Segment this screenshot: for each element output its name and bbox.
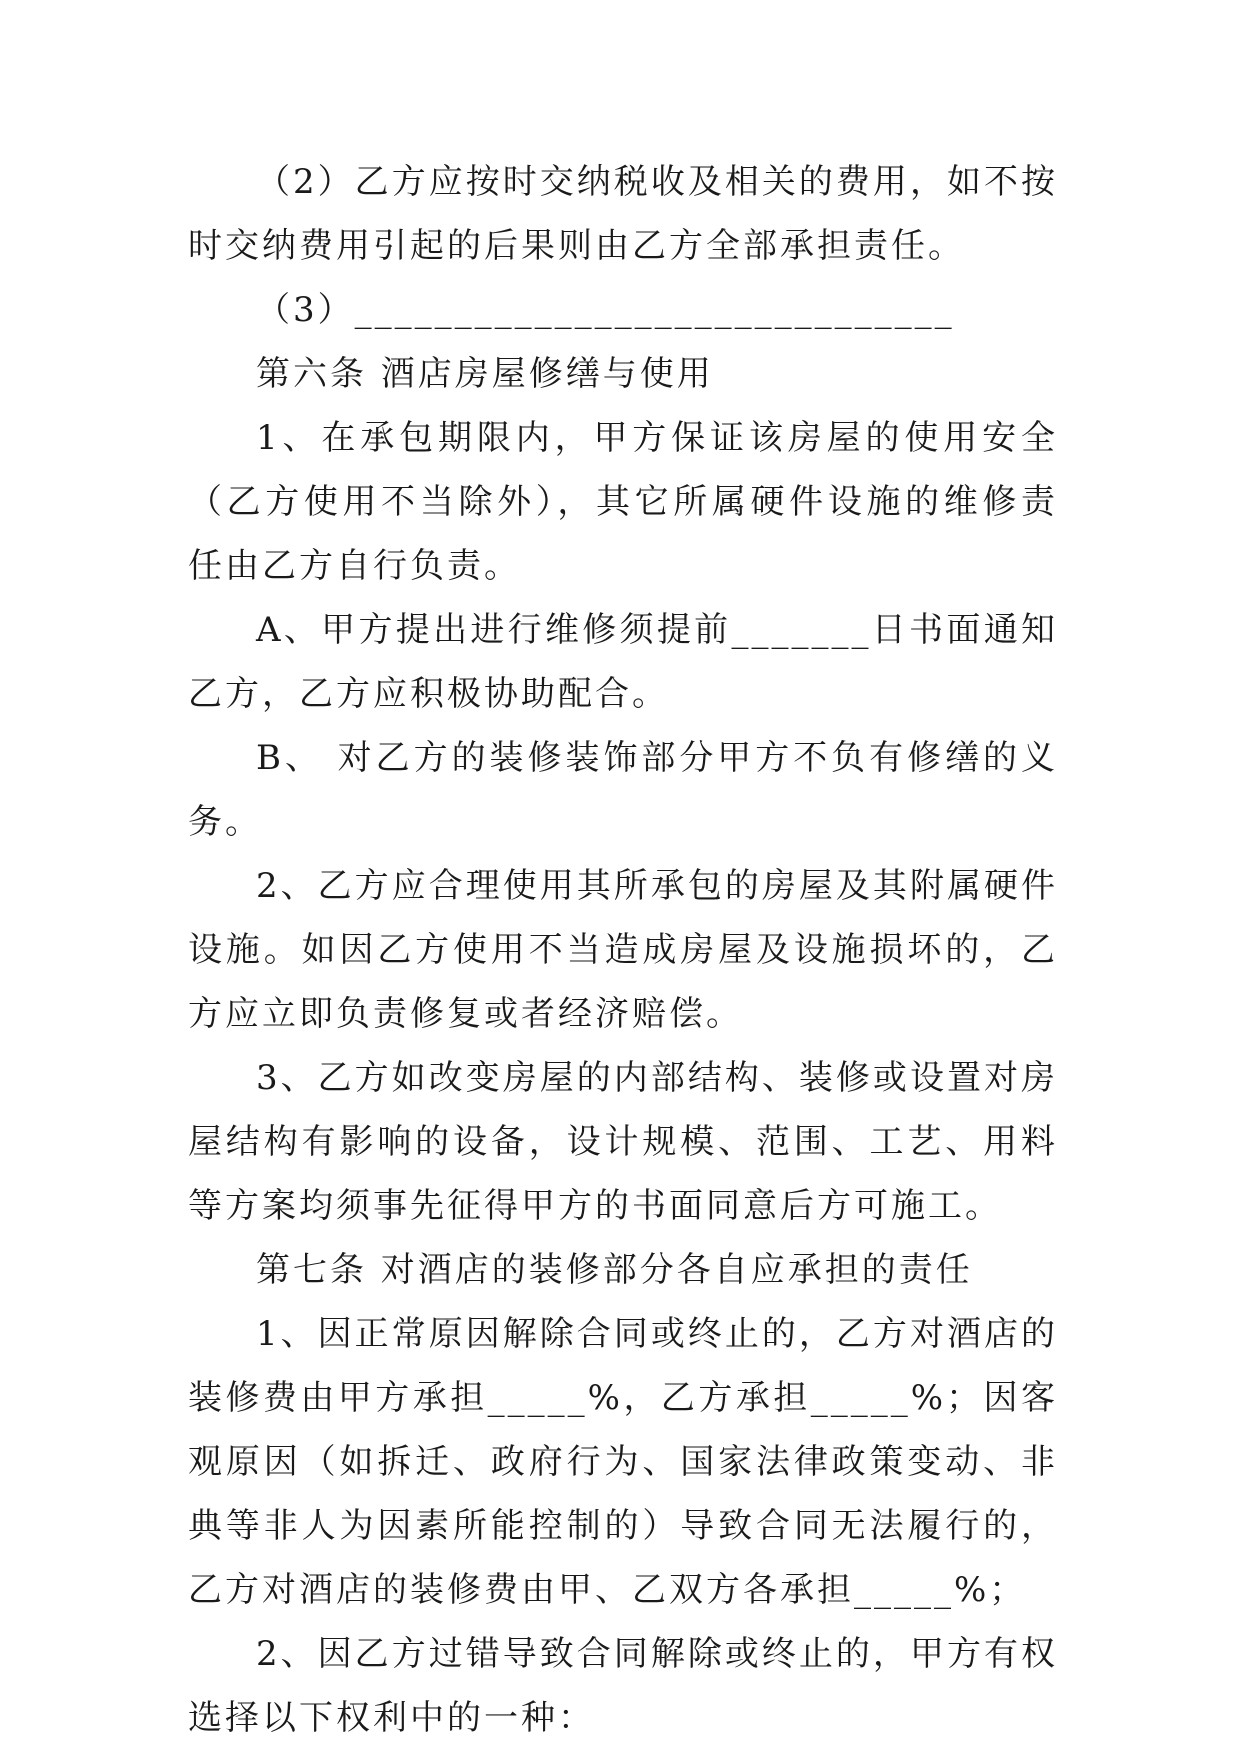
paragraph-6-1-b: B、 对乙方的装修装饰部分甲方不负有修缮的义务。 <box>188 738 1058 842</box>
paragraph-6-3: 3、乙方如改变房屋的内部结构、装修或设置对房屋结构有影响的设备，设计规模、范围、工艺、用料等方案均须事先征得甲方的书面同意后方可施工。 <box>188 1058 1058 1226</box>
paragraph-7-1: 1、因正常原因解除合同或终止的，乙方对酒店的装修费由甲方承担_____%，乙方承担_____%；因客观原因（如拆迁、政府行为、国家法律政策变动、非典等非人为因素所能控制的）导致合同无法履行的，乙方对酒店的装修费由甲、乙双方各承担_____%； <box>188 1314 1058 1610</box>
paragraph-item-3-blank: （3）______________________________ <box>256 290 955 330</box>
paragraph-tax-fees: （2）乙方应按时交纳税收及相关的费用，如不按时交纳费用引起的后果则由乙方全部承担责任。 <box>188 162 1058 266</box>
paragraph-6-1-a: A、甲方提出进行维修须提前_______日书面通知乙方，乙方应积极协助配合。 <box>188 610 1058 714</box>
paragraph-6-2: 2、乙方应合理使用其所承包的房屋及其附属硬件设施。如因乙方使用不当造成房屋及设施损坏的，乙方应立即负责修复或者经济赔偿。 <box>188 866 1058 1034</box>
paragraph-6-1: 1、在承包期限内，甲方保证该房屋的使用安全（乙方使用不当除外），其它所属硬件设施的维修责任由乙方自行负责。 <box>188 418 1058 586</box>
document-body <box>188 150 1058 1750</box>
article-6-heading: 第六条 酒店房屋修缮与使用 <box>256 354 714 394</box>
article-7-heading: 第七条 对酒店的装修部分各自应承担的责任 <box>256 1250 973 1290</box>
paragraph-7-2: 2、因乙方过错导致合同解除或终止的，甲方有权选择以下权利中的一种： <box>188 1634 1058 1738</box>
